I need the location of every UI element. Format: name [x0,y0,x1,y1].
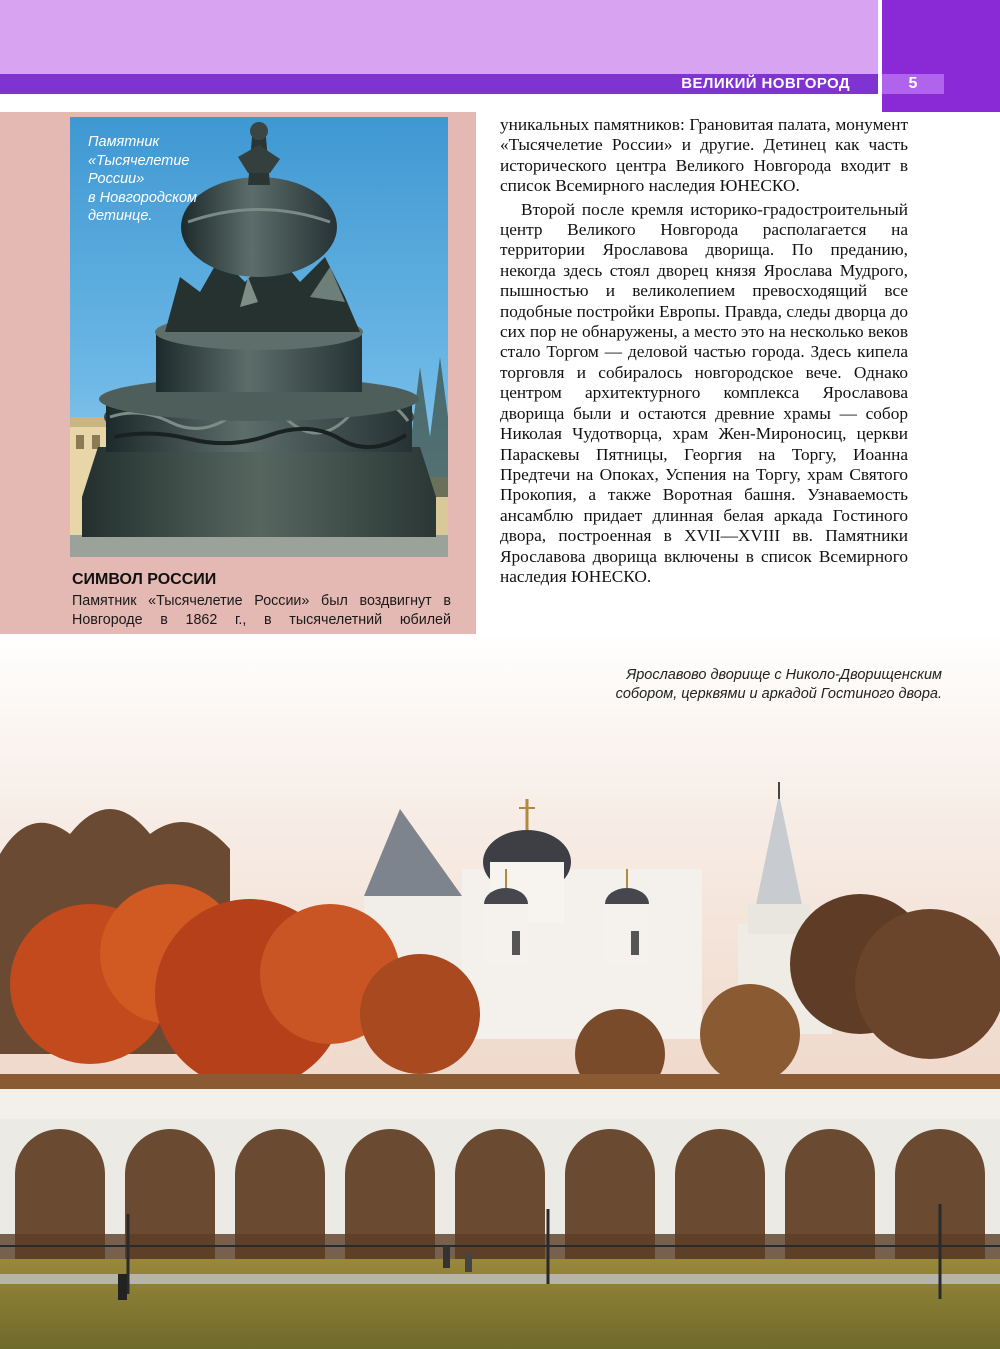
top-decorative-band [0,0,878,74]
bottom-photo-caption [562,666,942,704]
main-paragraph-1: уникальных памятников: Грановитая палата, монумент «Тысячелетие России» и другие. Детинец как часть исторического центра Великого Новгорода входит в список Всемирного наследия ЮНЕСКО. [500,115,908,196]
caption-line: собором, церквями и аркадой Гостиного двора. [615,686,942,702]
section-title: ВЕЛИКИЙ НОВГОРОД [681,75,850,92]
page-number: 5 [882,74,944,94]
caption-line: Ярославово дворище с Николо-Дворищенским [626,667,942,683]
corner-decorative-block [882,0,1000,112]
main-paragraph-2: Второй после кремля историко-градостроительный центр Великого Новгорода располагается на территории Ярославова дворища. По преданию, некогда здесь стоял дворец князя Ярослава Мудрого, пышностью и великолепием превосходящий все подобные постройки Европы. Правда, следы дворца до сих пор не обнаружены, а место это на несколько веков стало Торгом — деловой частью города. Здесь кипела торговля и собиралось новгородское вече. Однако центром архитектурного комплекса Ярославова дворища были и остаются древние храмы — собор Николая Чудотворца, храм Жен-Мироносиц, церкви Параскевы Пятницы, Георгия на Торгу, Иоанна Предтечи на Опоках, Успения на Торгу, храм Святого Прокопия, а также Воротная башня. Узнаваемость ансамблю придает длинная белая аркада Гостиного двора, построенная в XVII—XVIII вв. Памятники Ярославова дворища включены в список Всемирного наследия ЮНЕСКО. [500,199,908,586]
caption-line: России» [88,171,145,187]
caption-line: детинце. [88,208,153,224]
caption-line: в Новгородском [88,189,197,206]
monument-photo-caption [88,133,228,226]
sidebar-heading: СИМВОЛ РОССИИ [72,571,217,588]
yaroslav-court-photo [0,634,1000,1349]
main-article-text [500,115,908,587]
caption-line: Памятник [88,134,160,150]
sidebar-paragraph: Памятник «Тысячелетие России» был воздвигнут в Новгороде в 1862 г., в тысячелетний юбилей [72,593,451,628]
running-header [0,74,878,94]
caption-line: «Тысячелетие [88,152,190,169]
